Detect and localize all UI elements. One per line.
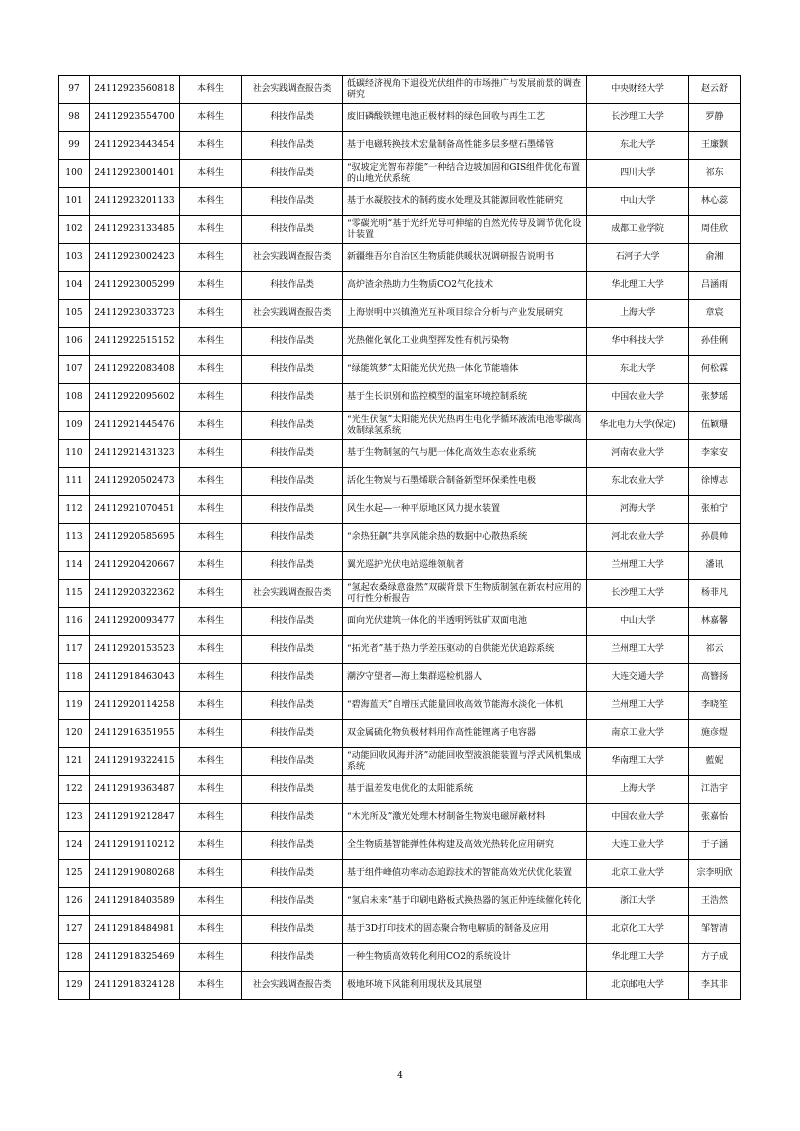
table-row xyxy=(59,860,741,888)
cell-name: 张梦瑶 xyxy=(689,384,741,412)
cell-school: 南京工业大学 xyxy=(587,720,689,748)
cell-category: 科技作品类 xyxy=(242,944,343,972)
cell-category: 科技作品类 xyxy=(242,888,343,916)
cell-category: 社会实践调查报告类 xyxy=(242,300,343,328)
results-table xyxy=(58,75,741,1000)
cell-category: 社会实践调查报告类 xyxy=(242,580,343,608)
cell-name: 林嘉馨 xyxy=(689,608,741,636)
cell-category: 科技作品类 xyxy=(242,272,343,300)
cell-school: 成都工业学院 xyxy=(587,216,689,244)
table-row xyxy=(59,832,741,860)
cell-number: 104 xyxy=(59,272,90,300)
cell-category: 科技作品类 xyxy=(242,552,343,580)
cell-number: 121 xyxy=(59,748,90,776)
cell-registration-id: 24112923033723 xyxy=(90,300,180,328)
cell-project-title: “光生伏氢”太阳能光伏光热再生电化学循环液流电池零碳高效制绿氢系统 xyxy=(343,412,587,440)
cell-school: 兰州理工大学 xyxy=(587,636,689,664)
cell-category: 科技作品类 xyxy=(242,860,343,888)
cell-number: 107 xyxy=(59,356,90,384)
table-row xyxy=(59,132,741,160)
cell-school: 浙江大学 xyxy=(587,888,689,916)
cell-school: 河海大学 xyxy=(587,496,689,524)
cell-name: 张嘉怡 xyxy=(689,804,741,832)
cell-project-title: “氢起农桑绿意盎然”双碳背景下生物质制氢在新农村应用的可行性分析报告 xyxy=(343,580,587,608)
page-number: 4 xyxy=(397,1071,403,1081)
cell-project-title: “碧海蓝天”自增压式能量回收高效节能海水淡化一体机 xyxy=(343,692,587,720)
cell-project-title: 基于生长识别和监控模型的温室环境控制系统 xyxy=(343,384,587,412)
cell-number: 125 xyxy=(59,860,90,888)
table-row xyxy=(59,720,741,748)
cell-education-level: 本科生 xyxy=(180,356,242,384)
cell-registration-id: 24112919110212 xyxy=(90,832,180,860)
cell-number: 105 xyxy=(59,300,90,328)
cell-registration-id: 24112923201133 xyxy=(90,188,180,216)
cell-name: 潘讯 xyxy=(689,552,741,580)
cell-name: 邹智清 xyxy=(689,916,741,944)
cell-school: 东北大学 xyxy=(587,356,689,384)
cell-category: 科技作品类 xyxy=(242,440,343,468)
cell-school: 长沙理工大学 xyxy=(587,104,689,132)
cell-education-level: 本科生 xyxy=(180,76,242,104)
cell-project-title: “氢启未来”基于印刷电路板式换热器的氢正仲连续催化转化 xyxy=(343,888,587,916)
cell-education-level: 本科生 xyxy=(180,804,242,832)
cell-name: 藍妮 xyxy=(689,748,741,776)
cell-registration-id: 24112918484981 xyxy=(90,916,180,944)
cell-education-level: 本科生 xyxy=(180,888,242,916)
cell-registration-id: 24112923560818 xyxy=(90,76,180,104)
cell-registration-id: 24112923133485 xyxy=(90,216,180,244)
cell-category: 科技作品类 xyxy=(242,720,343,748)
cell-registration-id: 24112920114258 xyxy=(90,692,180,720)
cell-project-title: 基于3D打印技术的固态聚合物电解质的制备及应用 xyxy=(343,916,587,944)
cell-category: 科技作品类 xyxy=(242,524,343,552)
cell-name: 吕涵雨 xyxy=(689,272,741,300)
cell-registration-id: 24112920322362 xyxy=(90,580,180,608)
cell-name: 罗静 xyxy=(689,104,741,132)
cell-registration-id: 24112920093477 xyxy=(90,608,180,636)
cell-registration-id: 24112922095602 xyxy=(90,384,180,412)
cell-project-title: 活化生物炭与石墨烯联合制备新型环保柔性电极 xyxy=(343,468,587,496)
cell-number: 108 xyxy=(59,384,90,412)
cell-registration-id: 24112920153523 xyxy=(90,636,180,664)
cell-project-title: 上海崇明中兴镇渔光互补项目综合分析与产业发展研究 xyxy=(343,300,587,328)
cell-school: 华南理工大学 xyxy=(587,748,689,776)
table-row xyxy=(59,664,741,692)
cell-number: 124 xyxy=(59,832,90,860)
cell-school: 兰州理工大学 xyxy=(587,552,689,580)
table-row xyxy=(59,496,741,524)
cell-category: 科技作品类 xyxy=(242,328,343,356)
cell-category: 科技作品类 xyxy=(242,916,343,944)
cell-school: 中央财经大学 xyxy=(587,76,689,104)
cell-name: 俞湘 xyxy=(689,244,741,272)
results-table-container xyxy=(58,75,740,1000)
cell-name: 李晓笙 xyxy=(689,692,741,720)
cell-name: 江浩宇 xyxy=(689,776,741,804)
cell-number: 120 xyxy=(59,720,90,748)
cell-education-level: 本科生 xyxy=(180,692,242,720)
cell-education-level: 本科生 xyxy=(180,944,242,972)
cell-education-level: 本科生 xyxy=(180,748,242,776)
cell-project-title: 低碳经济视角下退役光伏组件的市场推广与发展前景的调查研究 xyxy=(343,76,587,104)
cell-number: 117 xyxy=(59,636,90,664)
cell-category: 科技作品类 xyxy=(242,776,343,804)
cell-name: 林心蕊 xyxy=(689,188,741,216)
cell-number: 126 xyxy=(59,888,90,916)
cell-school: 石河子大学 xyxy=(587,244,689,272)
cell-education-level: 本科生 xyxy=(180,916,242,944)
cell-education-level: 本科生 xyxy=(180,272,242,300)
table-row xyxy=(59,524,741,552)
table-row xyxy=(59,244,741,272)
cell-school: 华北理工大学 xyxy=(587,944,689,972)
cell-education-level: 本科生 xyxy=(180,440,242,468)
cell-project-title: 基于温差发电优化的太阳能系统 xyxy=(343,776,587,804)
cell-category: 科技作品类 xyxy=(242,804,343,832)
cell-category: 科技作品类 xyxy=(242,412,343,440)
cell-project-title: 极地环境下风能利用现状及其展望 xyxy=(343,972,587,1000)
cell-number: 114 xyxy=(59,552,90,580)
table-row xyxy=(59,272,741,300)
cell-project-title: “绿能筑梦”太阳能光伏光热一体化节能墙体 xyxy=(343,356,587,384)
cell-education-level: 本科生 xyxy=(180,160,242,188)
cell-name: 祁云 xyxy=(689,636,741,664)
cell-school: 中国农业大学 xyxy=(587,804,689,832)
cell-project-title: 风生水起—一种平原地区风力提水装置 xyxy=(343,496,587,524)
cell-category: 社会实践调查报告类 xyxy=(242,244,343,272)
cell-school: 中国农业大学 xyxy=(587,384,689,412)
cell-school: 长沙理工大学 xyxy=(587,580,689,608)
cell-name: 王廉颢 xyxy=(689,132,741,160)
cell-number: 129 xyxy=(59,972,90,1000)
cell-education-level: 本科生 xyxy=(180,412,242,440)
cell-name: 孙晨帅 xyxy=(689,524,741,552)
cell-school: 大连交通大学 xyxy=(587,664,689,692)
cell-number: 112 xyxy=(59,496,90,524)
cell-category: 科技作品类 xyxy=(242,636,343,664)
cell-number: 100 xyxy=(59,160,90,188)
table-row xyxy=(59,916,741,944)
cell-school: 华北理工大学 xyxy=(587,272,689,300)
cell-name: 何松霖 xyxy=(689,356,741,384)
cell-name: 孙佳俐 xyxy=(689,328,741,356)
cell-project-title: “拓光者”基于热力学差压驱动的自供能光伏追踪系统 xyxy=(343,636,587,664)
cell-number: 97 xyxy=(59,76,90,104)
table-row xyxy=(59,356,741,384)
cell-number: 119 xyxy=(59,692,90,720)
cell-school: 兰州理工大学 xyxy=(587,692,689,720)
cell-number: 109 xyxy=(59,412,90,440)
cell-registration-id: 24112923005299 xyxy=(90,272,180,300)
cell-category: 科技作品类 xyxy=(242,356,343,384)
cell-number: 103 xyxy=(59,244,90,272)
cell-category: 社会实践调查报告类 xyxy=(242,972,343,1000)
cell-category: 科技作品类 xyxy=(242,664,343,692)
cell-name: 方子成 xyxy=(689,944,741,972)
cell-project-title: 一种生物质高效转化利用CO2的系统设计 xyxy=(343,944,587,972)
cell-school: 大连工业大学 xyxy=(587,832,689,860)
cell-name: 李家安 xyxy=(689,440,741,468)
cell-number: 101 xyxy=(59,188,90,216)
cell-number: 111 xyxy=(59,468,90,496)
cell-school: 河南农业大学 xyxy=(587,440,689,468)
cell-number: 113 xyxy=(59,524,90,552)
cell-category: 科技作品类 xyxy=(242,160,343,188)
cell-category: 科技作品类 xyxy=(242,216,343,244)
cell-education-level: 本科生 xyxy=(180,496,242,524)
cell-education-level: 本科生 xyxy=(180,636,242,664)
cell-registration-id: 24112922083408 xyxy=(90,356,180,384)
cell-number: 122 xyxy=(59,776,90,804)
cell-school: 中山大学 xyxy=(587,608,689,636)
cell-registration-id: 24112919363487 xyxy=(90,776,180,804)
table-row xyxy=(59,300,741,328)
table-row xyxy=(59,468,741,496)
cell-project-title: 翼光巡护光伏电站巡维领航者 xyxy=(343,552,587,580)
cell-project-title: “动能回收风海并济”动能回收型波浪能装置与浮式风机集成系统 xyxy=(343,748,587,776)
cell-number: 123 xyxy=(59,804,90,832)
cell-education-level: 本科生 xyxy=(180,608,242,636)
cell-project-title: 全生物质基智能弹性体构建及高效光热转化应用研究 xyxy=(343,832,587,860)
cell-number: 102 xyxy=(59,216,90,244)
cell-number: 128 xyxy=(59,944,90,972)
cell-education-level: 本科生 xyxy=(180,580,242,608)
table-row xyxy=(59,748,741,776)
cell-project-title: “木光所及”激光处理木材制备生物炭电磁屏蔽材料 xyxy=(343,804,587,832)
cell-school: 上海大学 xyxy=(587,776,689,804)
cell-name: 徐博志 xyxy=(689,468,741,496)
cell-project-title: 高炉渣余热助力生物质CO2气化技术 xyxy=(343,272,587,300)
cell-category: 科技作品类 xyxy=(242,468,343,496)
cell-school: 华中科技大学 xyxy=(587,328,689,356)
cell-name: 于子涵 xyxy=(689,832,741,860)
cell-name: 杨菲凡 xyxy=(689,580,741,608)
cell-registration-id: 24112923002423 xyxy=(90,244,180,272)
cell-project-title: 基于生物制氢的气与肥一体化高效生态农业系统 xyxy=(343,440,587,468)
table-row xyxy=(59,328,741,356)
cell-registration-id: 24112923554700 xyxy=(90,104,180,132)
cell-number: 118 xyxy=(59,664,90,692)
cell-school: 河北农业大学 xyxy=(587,524,689,552)
cell-registration-id: 24112918324128 xyxy=(90,972,180,1000)
cell-registration-id: 24112916351955 xyxy=(90,720,180,748)
cell-education-level: 本科生 xyxy=(180,832,242,860)
cell-project-title: “零碳光明”基于光纤光导可伸缩的自然光传导及调节优化设计装置 xyxy=(343,216,587,244)
cell-registration-id: 24112919080268 xyxy=(90,860,180,888)
cell-project-title: “余热狂飙”共享风能余热的数据中心散热系统 xyxy=(343,524,587,552)
cell-number: 127 xyxy=(59,916,90,944)
cell-category: 科技作品类 xyxy=(242,496,343,524)
cell-category: 社会实践调查报告类 xyxy=(242,76,343,104)
cell-project-title: 基于组件峰值功率动态追踪技术的智能高效光伏优化装置 xyxy=(343,860,587,888)
cell-education-level: 本科生 xyxy=(180,972,242,1000)
cell-registration-id: 24112920585695 xyxy=(90,524,180,552)
table-row xyxy=(59,580,741,608)
cell-school: 东北大学 xyxy=(587,132,689,160)
cell-registration-id: 24112920502473 xyxy=(90,468,180,496)
cell-registration-id: 24112918463043 xyxy=(90,664,180,692)
cell-category: 科技作品类 xyxy=(242,132,343,160)
cell-registration-id: 24112921431323 xyxy=(90,440,180,468)
cell-education-level: 本科生 xyxy=(180,132,242,160)
cell-number: 110 xyxy=(59,440,90,468)
cell-category: 科技作品类 xyxy=(242,188,343,216)
cell-project-title: 面向光伏建筑一体化的半透明钙钛矿双面电池 xyxy=(343,608,587,636)
cell-registration-id: 24112923443454 xyxy=(90,132,180,160)
table-row xyxy=(59,776,741,804)
cell-registration-id: 24112922515152 xyxy=(90,328,180,356)
cell-school: 上海大学 xyxy=(587,300,689,328)
cell-education-level: 本科生 xyxy=(180,664,242,692)
table-row xyxy=(59,76,741,104)
cell-name: 祁东 xyxy=(689,160,741,188)
cell-education-level: 本科生 xyxy=(180,860,242,888)
table-row xyxy=(59,608,741,636)
cell-education-level: 本科生 xyxy=(180,524,242,552)
table-row xyxy=(59,804,741,832)
cell-name: 赵云舒 xyxy=(689,76,741,104)
cell-school: 四川大学 xyxy=(587,160,689,188)
cell-name: 宗李明欣 xyxy=(689,860,741,888)
cell-name: 王浩然 xyxy=(689,888,741,916)
table-row xyxy=(59,552,741,580)
cell-name: 章宸 xyxy=(689,300,741,328)
cell-education-level: 本科生 xyxy=(180,384,242,412)
cell-education-level: 本科生 xyxy=(180,300,242,328)
cell-education-level: 本科生 xyxy=(180,188,242,216)
cell-school: 北京工业大学 xyxy=(587,860,689,888)
table-row xyxy=(59,412,741,440)
cell-category: 科技作品类 xyxy=(242,832,343,860)
table-row xyxy=(59,188,741,216)
cell-number: 98 xyxy=(59,104,90,132)
table-row xyxy=(59,216,741,244)
cell-education-level: 本科生 xyxy=(180,552,242,580)
cell-name: 施彦煜 xyxy=(689,720,741,748)
cell-project-title: 双金属硫化物负极材料用作高性能锂离子电容器 xyxy=(343,720,587,748)
cell-school: 北京化工大学 xyxy=(587,916,689,944)
cell-education-level: 本科生 xyxy=(180,104,242,132)
cell-number: 115 xyxy=(59,580,90,608)
cell-school: 东北农业大学 xyxy=(587,468,689,496)
cell-registration-id: 24112920420667 xyxy=(90,552,180,580)
table-row xyxy=(59,692,741,720)
table-row xyxy=(59,972,741,1000)
table-row xyxy=(59,440,741,468)
table-row xyxy=(59,160,741,188)
cell-number: 116 xyxy=(59,608,90,636)
cell-project-title: 潮汐守望者—海上集群巡检机器人 xyxy=(343,664,587,692)
cell-number: 99 xyxy=(59,132,90,160)
cell-education-level: 本科生 xyxy=(180,216,242,244)
cell-education-level: 本科生 xyxy=(180,776,242,804)
cell-registration-id: 24112919212847 xyxy=(90,804,180,832)
cell-education-level: 本科生 xyxy=(180,468,242,496)
cell-name: 高簪扬 xyxy=(689,664,741,692)
cell-name: 张柏宁 xyxy=(689,496,741,524)
table-row xyxy=(59,104,741,132)
cell-education-level: 本科生 xyxy=(180,328,242,356)
cell-education-level: 本科生 xyxy=(180,720,242,748)
cell-name: 伍颖珊 xyxy=(689,412,741,440)
table-body xyxy=(59,76,741,1000)
cell-number: 106 xyxy=(59,328,90,356)
cell-registration-id: 24112921445476 xyxy=(90,412,180,440)
cell-registration-id: 24112919322415 xyxy=(90,748,180,776)
cell-registration-id: 24112918325469 xyxy=(90,944,180,972)
cell-registration-id: 24112921070451 xyxy=(90,496,180,524)
cell-project-title: 废旧磷酸铁锂电池正极材料的绿色回收与再生工艺 xyxy=(343,104,587,132)
cell-category: 科技作品类 xyxy=(242,384,343,412)
cell-school: 华北电力大学(保定) xyxy=(587,412,689,440)
cell-project-title: 基于水凝胶技术的制药废水处理及其能源回收性能研究 xyxy=(343,188,587,216)
cell-name: 李其非 xyxy=(689,972,741,1000)
cell-category: 科技作品类 xyxy=(242,608,343,636)
table-row xyxy=(59,888,741,916)
cell-registration-id: 24112918403589 xyxy=(90,888,180,916)
cell-registration-id: 24112923001401 xyxy=(90,160,180,188)
cell-project-title: 新疆维吾尔自治区生物质能供暖状况调研报告说明书 xyxy=(343,244,587,272)
cell-project-title: 基于电磁转换技术宏量制备高性能多层多壁石墨烯管 xyxy=(343,132,587,160)
cell-education-level: 本科生 xyxy=(180,244,242,272)
cell-project-title: “驭坡定光智布荐能”一种结合边坡加固和GIS组件优化布置的山地光伏系统 xyxy=(343,160,587,188)
table-row xyxy=(59,384,741,412)
table-row xyxy=(59,636,741,664)
cell-school: 中山大学 xyxy=(587,188,689,216)
cell-category: 科技作品类 xyxy=(242,692,343,720)
cell-name: 周佳欣 xyxy=(689,216,741,244)
cell-category: 科技作品类 xyxy=(242,104,343,132)
cell-category: 科技作品类 xyxy=(242,748,343,776)
table-row xyxy=(59,944,741,972)
cell-project-title: 光热催化氧化工业典型挥发性有机污染物 xyxy=(343,328,587,356)
cell-school: 北京邮电大学 xyxy=(587,972,689,1000)
